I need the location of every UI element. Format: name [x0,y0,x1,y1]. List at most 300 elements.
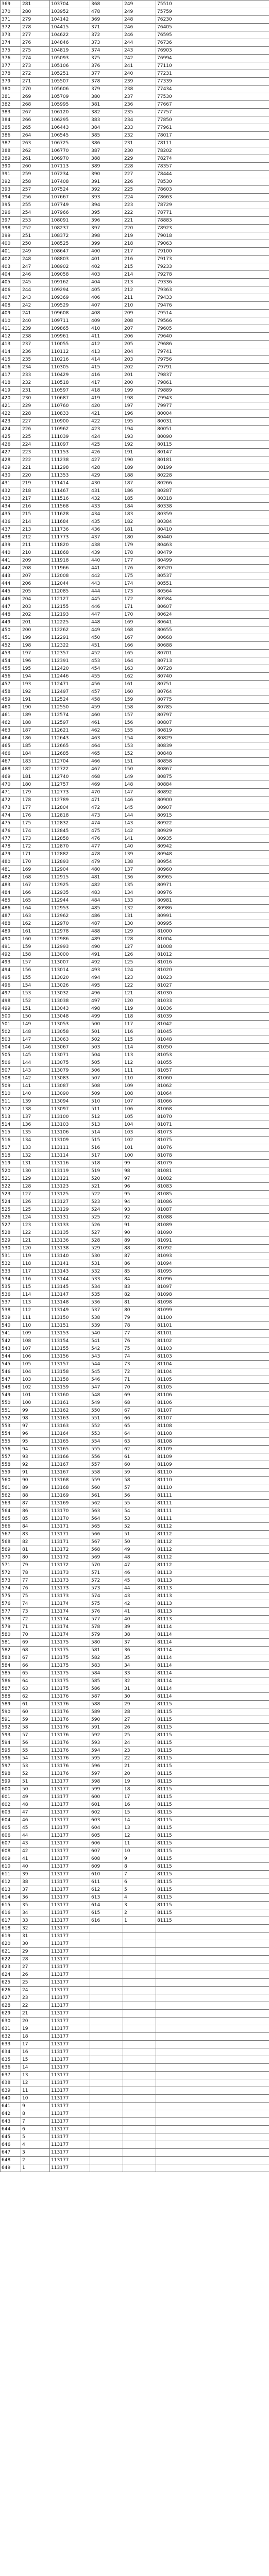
table-row [1,1507,269,1515]
cell-cumulative-2: 81071 [156,1121,269,1129]
cell-rank-2 [90,1940,123,1948]
cell-cumulative-2: 80929 [156,827,269,835]
cell-score: 242 [21,302,50,310]
table-row [1,1252,269,1260]
cell-rank: 544 [1,1353,21,1361]
cell-cumulative-2: 81093 [156,1252,269,1260]
cell-cumulative: 113125 [50,1191,90,1198]
cell-cumulative-2: 81115 [156,1739,269,1747]
cell-cumulative-2: 80479 [156,549,269,557]
cell-rank-2 [90,2164,123,2172]
cell-rank-2: 432 [90,495,123,503]
cell-cumulative-2: 80907 [156,804,269,812]
cell-cumulative-2: 77850 [156,116,269,124]
cell-score: 260 [21,163,50,171]
cell-cumulative: 110055 [50,341,90,348]
cell-score-2: 106 [123,1106,156,1113]
table-row [1,1786,269,1793]
cell-cumulative: 113165 [50,1446,90,1453]
cell-cumulative: 110900 [50,418,90,426]
cell-score: 7 [21,2118,50,2126]
cell-rank: 538 [1,1307,21,1314]
cell-cumulative: 113158 [50,1376,90,1384]
cell-cumulative: 113097 [50,1106,90,1113]
cell-score: 36 [21,1894,50,1902]
cell-score-2: 123 [123,974,156,982]
cell-cumulative-2 [156,2164,269,2172]
cell-score: 138 [21,1106,50,1113]
cell-cumulative: 113114 [50,1152,90,1160]
cell-rank: 430 [1,472,21,480]
cell-score-2: 138 [123,858,156,866]
table-row [1,820,269,827]
cell-score: 181 [21,773,50,781]
table-row [1,356,269,364]
cell-rank: 456 [1,673,21,681]
cell-score: 168 [21,874,50,882]
cell-rank-2: 423 [90,426,123,433]
table-row [1,1036,269,1044]
table-row [1,1848,269,1855]
cell-score-2: 119 [123,1005,156,1013]
cell-score: 174 [21,827,50,835]
cell-score-2: 176 [123,565,156,572]
cell-score-2 [123,2025,156,2033]
cell-cumulative: 113103 [50,1121,90,1129]
table-row [1,657,269,665]
cell-cumulative-2: 81110 [156,1477,269,1484]
cell-rank-2: 462 [90,727,123,735]
cell-rank: 603 [1,1809,21,1817]
cell-rank: 424 [1,426,21,433]
cell-cumulative: 113177 [50,2126,90,2133]
cell-score: 114 [21,1291,50,1299]
cell-cumulative: 108902 [50,263,90,271]
cell-score: 57 [21,1732,50,1739]
cell-cumulative: 106120 [50,109,90,116]
cell-rank: 539 [1,1314,21,1322]
cell-score: 12 [21,2079,50,2087]
table-row [1,1824,269,1832]
cell-cumulative-2: 76736 [156,39,269,47]
cell-score-2: 71 [123,1376,156,1384]
cell-cumulative: 113100 [50,1113,90,1121]
cell-score-2: 225 [123,186,156,194]
cell-cumulative: 113177 [50,1971,90,1979]
cell-cumulative-2: 81085 [156,1191,269,1198]
cell-score-2: 151 [123,758,156,766]
cell-cumulative-2 [156,2141,269,2149]
cell-score-2: 125 [123,959,156,967]
cell-score: 169 [21,866,50,874]
cell-score: 146 [21,1044,50,1052]
cell-score: 51 [21,1778,50,1786]
cell-rank-2: 577 [90,1616,123,1623]
cell-score-2: 51 [123,1531,156,1538]
cell-rank-2: 553 [90,1430,123,1438]
table-row [1,920,269,928]
cell-cumulative: 108525 [50,240,90,248]
table-row [1,1662,269,1670]
cell-score-2: 243 [123,47,156,55]
cell-score-2: 48 [123,1554,156,1562]
cell-rank: 578 [1,1616,21,1623]
cell-cumulative-2: 79063 [156,240,269,248]
cell-cumulative-2: 81106 [156,1392,269,1399]
cell-score: 270 [21,86,50,93]
cell-score: 106 [21,1353,50,1361]
cell-score: 62 [21,1693,50,1701]
cell-rank: 414 [1,348,21,356]
table-row [1,1886,269,1894]
cell-score-2: 25 [123,1732,156,1739]
table-row [1,1477,269,1484]
cell-rank: 632 [1,2033,21,2041]
cell-score: 135 [21,1129,50,1137]
cell-rank: 486 [1,905,21,912]
table-row [1,1909,269,1917]
cell-score-2: 94 [123,1198,156,1206]
cell-rank: 582 [1,1647,21,1654]
cell-score-2: 61 [123,1453,156,1461]
table-row [1,1956,269,1963]
cell-score-2: 237 [123,93,156,101]
cell-score-2: 65 [123,1422,156,1430]
cell-cumulative: 112597 [50,719,90,727]
cell-cumulative: 113160 [50,1392,90,1399]
cell-cumulative-2: 81115 [156,1832,269,1840]
table-row [1,1237,269,1245]
cell-cumulative-2: 80564 [156,588,269,596]
cell-score-2: 214 [123,271,156,279]
cell-rank: 406 [1,286,21,294]
table-row [1,565,269,572]
cell-cumulative: 113162 [50,1407,90,1415]
table-row [1,1600,269,1608]
cell-rank-2: 525 [90,1214,123,1222]
cell-cumulative: 113172 [50,1562,90,1569]
table-row [1,1716,269,1724]
cell-cumulative: 113075 [50,1059,90,1067]
cell-score-2: 54 [123,1507,156,1515]
cell-score: 19 [21,2025,50,2033]
cell-score-2: 46 [123,1569,156,1577]
cell-score-2: 82 [123,1291,156,1299]
cell-score: 187 [21,727,50,735]
cell-rank: 469 [1,773,21,781]
cell-rank: 576 [1,1600,21,1608]
cell-rank: 621 [1,1948,21,1956]
cell-rank: 601 [1,1793,21,1801]
cell-score: 209 [21,557,50,565]
cell-rank-2 [90,2048,123,2056]
cell-score: 233 [21,371,50,379]
cell-cumulative-2: 81101 [156,1322,269,1330]
table-row [1,1144,269,1152]
cell-cumulative-2: 80991 [156,912,269,920]
cell-score: 79 [21,1562,50,1569]
table-row [1,1407,269,1415]
cell-cumulative-2: 81107 [156,1415,269,1422]
cell-rank: 647 [1,2149,21,2157]
cell-rank-2: 545 [90,1368,123,1376]
cell-cumulative-2: 81115 [156,1778,269,1786]
table-row [1,1098,269,1106]
cell-rank-2: 442 [90,572,123,580]
cell-rank-2: 413 [90,348,123,356]
cell-rank-2: 559 [90,1477,123,1484]
cell-rank: 484 [1,889,21,897]
cell-rank-2: 373 [90,39,123,47]
cell-cumulative-2: 81060 [156,1075,269,1082]
cell-cumulative-2: 79837 [156,371,269,379]
cell-rank-2: 405 [90,286,123,294]
cell-cumulative: 113165 [50,1438,90,1446]
cell-score: 47 [21,1809,50,1817]
cell-rank: 381 [1,93,21,101]
cell-cumulative-2 [156,2002,269,2010]
cell-score: 257 [21,186,50,194]
cell-cumulative-2: 81106 [156,1399,269,1407]
cell-rank: 413 [1,341,21,348]
cell-cumulative-2: 81115 [156,1770,269,1778]
table-row [1,735,269,742]
cell-score: 280 [21,8,50,16]
cell-cumulative-2: 79233 [156,263,269,271]
cell-score: 101 [21,1392,50,1399]
cell-cumulative: 111298 [50,464,90,472]
cell-cumulative: 110112 [50,348,90,356]
cell-rank-2: 490 [90,943,123,951]
table-row [1,959,269,967]
cell-rank: 641 [1,2103,21,2110]
cell-score: 69 [21,1639,50,1647]
table-row [1,549,269,557]
cell-score-2: 78 [123,1322,156,1330]
cell-score-2: 18 [123,1786,156,1793]
cell-score-2: 159 [123,696,156,704]
cell-rank-2: 506 [90,1067,123,1075]
cell-score-2: 188 [123,472,156,480]
cell-rank-2: 476 [90,835,123,843]
table-row [1,2041,269,2048]
cell-rank: 475 [1,820,21,827]
cell-score: 198 [21,642,50,650]
cell-cumulative: 113121 [50,1175,90,1183]
cell-cumulative-2: 80884 [156,781,269,789]
cell-rank-2 [90,2110,123,2118]
cell-cumulative: 104846 [50,39,90,47]
table-row [1,1222,269,1229]
cell-score: 107 [21,1345,50,1353]
cell-score-2: 215 [123,263,156,271]
cell-rank: 568 [1,1538,21,1546]
table-row [1,31,269,39]
cell-cumulative: 113149 [50,1307,90,1314]
cell-cumulative: 113177 [50,2033,90,2041]
cell-cumulative-2: 81104 [156,1368,269,1376]
cell-rank-2: 445 [90,596,123,603]
cell-cumulative-2: 81114 [156,1677,269,1685]
table-row [1,464,269,472]
cell-rank-2: 594 [90,1747,123,1755]
cell-rank: 514 [1,1121,21,1129]
cell-score-2: 1 [123,1917,156,1925]
cell-cumulative: 106443 [50,124,90,132]
cell-score: 231 [21,387,50,395]
cell-score-2 [123,1994,156,2002]
table-row [1,1183,269,1191]
cell-score: 98 [21,1415,50,1422]
cell-score-2: 128 [123,936,156,943]
cell-cumulative: 112322 [50,642,90,650]
table-row [1,286,269,294]
cell-score: 264 [21,132,50,140]
cell-cumulative-2: 81096 [156,1276,269,1283]
cell-rank: 448 [1,611,21,619]
cell-score-2: 162 [123,673,156,681]
cell-rank-2: 441 [90,565,123,572]
table-row [1,1314,269,1322]
cell-score: 58 [21,1724,50,1732]
cell-cumulative-2: 79605 [156,325,269,333]
cell-score-2: 149 [123,773,156,781]
table-row [1,1492,269,1500]
cell-rank-2: 398 [90,232,123,240]
cell-score-2: 100 [123,1152,156,1160]
cell-score: 258 [21,178,50,186]
cell-score: 157 [21,959,50,967]
cell-cumulative: 112574 [50,711,90,719]
cell-score: 163 [21,912,50,920]
cell-rank: 505 [1,1052,21,1059]
cell-score-2: 17 [123,1793,156,1801]
cell-score-2 [123,1971,156,1979]
cell-score-2: 152 [123,750,156,758]
cell-rank: 545 [1,1361,21,1368]
table-row [1,217,269,225]
cell-cumulative-2: 79566 [156,317,269,325]
cell-rank: 524 [1,1198,21,1206]
cell-rank: 399 [1,232,21,240]
cell-rank: 393 [1,186,21,194]
cell-rank: 378 [1,70,21,78]
table-row [1,1762,269,1770]
cell-rank-2: 427 [90,456,123,464]
cell-score-2: 38 [123,1631,156,1639]
cell-rank-2: 588 [90,1701,123,1708]
cell-cumulative: 112085 [50,588,90,596]
cell-score-2: 110 [123,1075,156,1082]
cell-score-2: 231 [123,140,156,147]
cell-rank-2: 454 [90,665,123,673]
cell-score-2: 223 [123,201,156,209]
cell-cumulative: 113133 [50,1222,90,1229]
cell-rank: 476 [1,827,21,835]
cell-rank-2: 404 [90,279,123,286]
cell-cumulative: 111414 [50,480,90,487]
cell-rank-2: 402 [90,263,123,271]
cell-cumulative-2: 81115 [156,1701,269,1708]
cell-score: 73 [21,1608,50,1616]
cell-cumulative: 108372 [50,232,90,240]
table-row [1,1028,269,1036]
cell-rank-2 [90,2126,123,2133]
cell-score-2: 85 [123,1268,156,1276]
cell-score: 26 [21,1971,50,1979]
cell-rank-2: 611 [90,1878,123,1886]
table-row [1,1307,269,1314]
cell-rank-2: 546 [90,1376,123,1384]
cell-score-2: 184 [123,503,156,511]
cell-cumulative-2: 81057 [156,1067,269,1075]
cell-score-2: 169 [123,619,156,626]
cell-rank-2 [90,2103,123,2110]
cell-cumulative: 113177 [50,1801,90,1809]
cell-score-2: 181 [123,526,156,534]
table-row [1,982,269,990]
cell-score-2 [123,2010,156,2018]
cell-score-2: 246 [123,24,156,31]
cell-cumulative-2: 80922 [156,820,269,827]
cell-score-2: 239 [123,78,156,86]
cell-rank: 420 [1,395,21,402]
cell-score: 63 [21,1685,50,1693]
cell-rank-2: 535 [90,1291,123,1299]
cell-rank-2: 615 [90,1909,123,1917]
table-row [1,1106,269,1113]
cell-cumulative-2: 77961 [156,124,269,132]
table-row [1,711,269,719]
table-row [1,804,269,812]
cell-cumulative: 113020 [50,974,90,982]
cell-score: 25 [21,1979,50,1987]
cell-score: 142 [21,1075,50,1082]
cell-rank: 581 [1,1639,21,1647]
cell-score: 230 [21,395,50,402]
table-row [1,967,269,974]
cell-rank-2: 614 [90,1902,123,1909]
cell-cumulative-2: 80115 [156,441,269,449]
cell-score-2: 104 [123,1121,156,1129]
cell-rank: 487 [1,912,21,920]
cell-rank: 570 [1,1554,21,1562]
table-row [1,487,269,495]
cell-score-2 [123,2103,156,2110]
cell-score: 23 [21,1994,50,2002]
table-row [1,1871,269,1878]
table-row [1,116,269,124]
cell-cumulative: 113151 [50,1322,90,1330]
table-row [1,78,269,86]
table-row [1,1469,269,1477]
cell-cumulative-2: 81115 [156,1755,269,1762]
table-row [1,1701,269,1708]
cell-rank: 596 [1,1755,21,1762]
table-row [1,364,269,371]
cell-rank: 553 [1,1422,21,1430]
cell-cumulative-2: 80338 [156,503,269,511]
cell-cumulative: 110518 [50,379,90,387]
cell-cumulative: 113129 [50,1206,90,1214]
cell-rank: 563 [1,1500,21,1507]
cell-score: 128 [21,1183,50,1191]
cell-cumulative: 113177 [50,1848,90,1855]
table-row [1,456,269,464]
cell-rank: 630 [1,2018,21,2025]
cell-cumulative-2 [156,2033,269,2041]
cell-rank-2: 606 [90,1840,123,1848]
